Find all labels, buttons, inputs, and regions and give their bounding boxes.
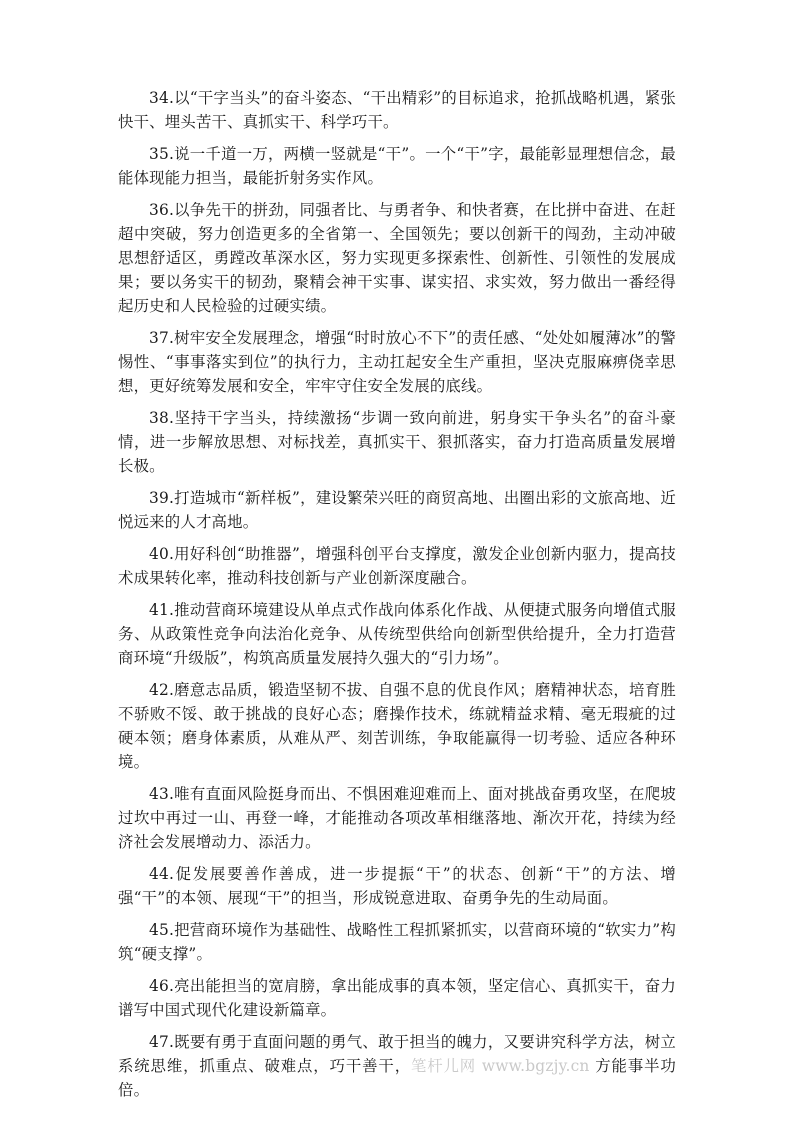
paragraph-47-tail: 方能事半功倍。 (118, 1057, 676, 1099)
paragraph-47 (118, 1030, 676, 1102)
paragraph-38: 38.坚持干字当头，持续激扬“步调一致向前进，躬身实干争头名”的奋斗豪情，进一步解放思想、对标找差，真抓实干、狠抓落实，奋力打造高质量发展增长极。 (118, 409, 676, 475)
paragraph-34: 34.以“干字当头”的奋斗姿态、“干出精彩”的目标追求，抢抓战略机遇，紧张快干、埋头苦干、真抓实干、科学巧干。 (118, 89, 676, 131)
paragraph-36: 36.以争先干的拼劲，同强者比、与勇者争、和快者赛，在比拼中奋进、在赶超中突破，努力创造更多的全省第一、全国领先；要以创新干的闯劲，主动冲破思想舒适区，勇蹚改革深水区，努力实现更多探索性、创新性、引领性的发展成果；要以务实干的韧劲，聚精会神干实事、谋实招、求实效，努力做出一番经得起历史和人民检验的过硬实绩。 (118, 201, 676, 315)
paragraph-44: 44.促发展要善作善成，进一步提振“干”的状态、创新“干”的方法、增强“干”的本领、展现“干”的担当，形成锐意进取、奋勇争先的生动局面。 (118, 865, 676, 907)
paragraph-37: 37.树牢安全发展理念，增强“时时放心不下”的责任感、“处处如履薄冰”的警惕性、“事事落实到位”的执行力，主动扛起安全生产重担，坚决克服麻痹侥幸思想，更好统筹发展和安全，牢牢守住安全发展的底线。 (118, 329, 676, 395)
paragraph-41: 41.推动营商环境建设从单点式作战向体系化作战、从便捷式服务向增值式服务、从政策性竞争向法治化竞争、从传统型供给向创新型供给提升，全力打造营商环境“升级版”，构筑高质量发展持久强大的“引力场”。 (118, 601, 676, 667)
document-body (118, 86, 676, 1110)
paragraph-35: 35.说一千道一万，两横一竖就是“干”。一个“干”字，最能彰显理想信念，最能体现能力担当，最能折射务实作风。 (118, 145, 676, 187)
paragraph-45: 45.把营商环境作为基础性、战略性工程抓紧抓实，以营商环境的“软实力”构筑“硬支撑”。 (118, 921, 676, 963)
paragraph-42: 42.磨意志品质，锻造坚韧不拔、自强不息的优良作风；磨精神状态，培育胜不骄败不馁、敢于挑战的良好心态；磨操作技术，练就精益求精、毫无瑕疵的过硬本领；磨身体素质，从难从严、刻苦训练，争取能赢得一切考验、适应各种环境。 (118, 681, 676, 771)
paragraph-46: 46.亮出能担当的宽肩膀，拿出能成事的真本领，坚定信心、真抓实干，奋力谱写中国式现代化建设新篇章。 (118, 977, 676, 1019)
paragraph-40: 40.用好科创“助推器”，增强科创平台支撑度，激发企业创新内驱力，提高技术成果转化率，推动科技创新与产业创新深度融合。 (118, 545, 676, 587)
paragraph-43: 43.唯有直面风险挺身而出、不惧困难迎难而上、面对挑战奋勇攻坚，在爬坡过坎中再过一山、再登一峰，才能推动各项改革相继落地、渐次开花，持续为经济社会发展增动力、添活力。 (118, 785, 676, 851)
paragraph-39: 39.打造城市“新样板”，建设繁荣兴旺的商贸高地、出圈出彩的文旅高地、近悦远来的人才高地。 (118, 489, 676, 531)
watermark-text: 笔杆儿网 www.bgzjy.cn (410, 1057, 590, 1075)
paragraph-47-text: 47.既要有勇于直面问题的勇气、敢于担当的魄力，又要讲究科学方法，树立系统思维，抓重点、破难点，巧干善干， (118, 1033, 676, 1075)
